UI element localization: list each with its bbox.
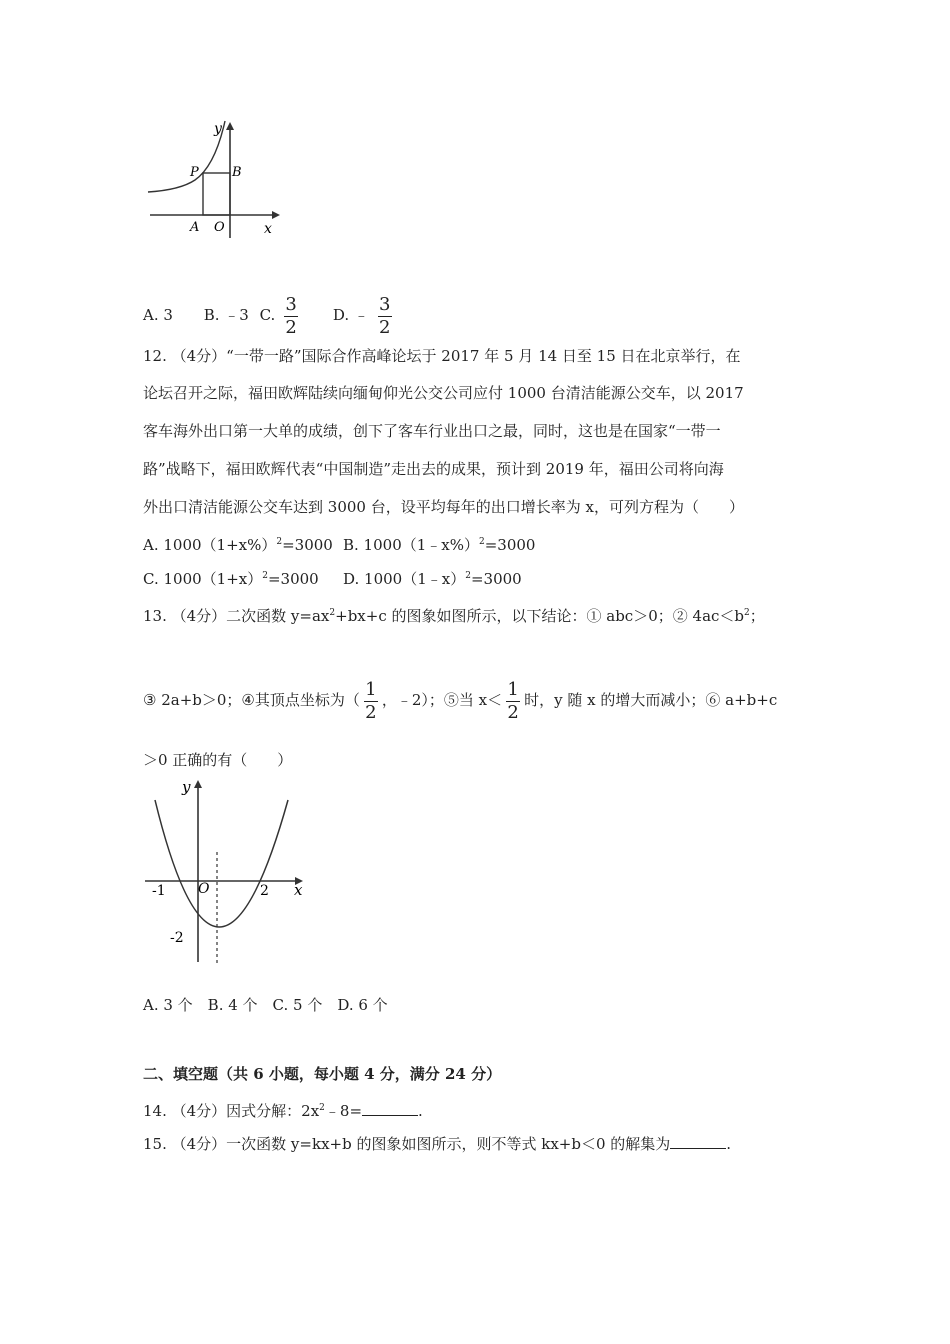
q12-option-b: B. 1000（1﹣x%）$^2$=3000 — [343, 536, 536, 554]
q12-options-row-1 — [143, 532, 535, 555]
fig1-p-label: P — [190, 165, 199, 180]
fig1-y-label: y — [214, 121, 222, 137]
fig1-o-label: O — [214, 220, 225, 235]
section-title: 二、填空题（共 6 小题，每小题 4 分，满分 24 分） — [143, 1065, 502, 1083]
q13-line-3: ＞0 正确的有（ ） — [143, 751, 293, 769]
q13-line-1: 13. （4分）二次函数 $y=ax^2+bx+c$ 的图象如图所示，以下结论：① abc＞0；② $4ac<b^2$； — [143, 607, 765, 625]
q15-answer-blank[interactable] — [670, 1134, 726, 1149]
q13-options: A. 3 个 B. 4 个 C. 5 个 D. 6 个 — [143, 996, 388, 1014]
q12-option-c: C. $1000(1+x)^2=3000$ — [143, 570, 319, 588]
fig2-o-label: O — [198, 881, 210, 897]
rectangle-curve-figure — [140, 118, 290, 243]
q12-line-5: 外出口清洁能源公交车达到 3000 台，设平均每年的出口增长率为 x，可列方程为（ ） — [143, 498, 744, 516]
q12-line-3: 客车海外出口第一大单的成绩，创下了客车行业出口之最，同时，这也是在国家“一带一 — [143, 422, 721, 440]
q13-fraction-x: $\frac{1}{2}$ — [507, 678, 519, 723]
fig2-neg1-label: -1 — [152, 883, 166, 899]
q12-line-4: 路”战略下，福田欧辉代表“中国制造”走出去的成果，预计到 2019 年，福田公司将向海 — [143, 460, 724, 478]
fig1-b-label: B — [232, 165, 242, 180]
q11-option-a: A. 3 — [143, 306, 173, 324]
q14-answer-blank[interactable] — [362, 1101, 418, 1116]
fig1-a-label: A — [190, 220, 200, 235]
fig2-neg2-label: -2 — [170, 930, 184, 946]
q12-options-row-2 — [143, 566, 522, 589]
fig2-x-label: x — [294, 881, 303, 899]
q11-option-b: B. ﹣3 — [203, 306, 249, 324]
q12-line-2: 论坛召开之际，福田欧辉陆续向缅甸仰光公交公司应付 1000 台清洁能源公交车，以 2017 — [143, 384, 744, 402]
q15: 15. （4分）一次函数 y=kx+b 的图象如图所示，则不等式 kx+b＜0 的解集为 . — [143, 1135, 732, 1153]
fig1-x-label: x — [264, 221, 272, 237]
q11-fraction-d: $\frac{3}{2}$ — [378, 293, 391, 338]
q11-option-d: D. ﹣ $\frac{3}{2}$ — [332, 293, 391, 338]
q13-fraction-vertex: $\frac{1}{2}$ — [365, 678, 377, 723]
q14: 14. （4分）因式分解：$2x^2﹣8=$ . — [143, 1102, 423, 1120]
q11-option-c: C. $\frac{3}{2}$ — [259, 293, 297, 338]
q11-fraction-c: $\frac{3}{2}$ — [285, 293, 297, 338]
q12-option-d: D. 1000（1﹣x）$^2$=3000 — [343, 570, 522, 588]
parabola-figure — [140, 772, 315, 972]
q12-option-a: A. $1000(1+x\%)^2=3000$ — [143, 536, 333, 554]
q11-options — [143, 290, 396, 340]
q12-line-1: 12. （4分）“一带一路”国际合作高峰论坛于 2017 年 5 月 14 日至 15 日在北京举行，在 — [143, 347, 741, 365]
fig2-two-label: 2 — [260, 883, 269, 899]
q13-line-2: ③ 2a+b＞0；④其顶点坐标为（ $\frac{1}{2}$ ，﹣2）；⑤当 x＜ $\frac{1}{2}$ 时，y 随 x 的增大而减小；⑥ a+b+c — [143, 678, 778, 723]
fig2-y-label: y — [182, 778, 191, 796]
